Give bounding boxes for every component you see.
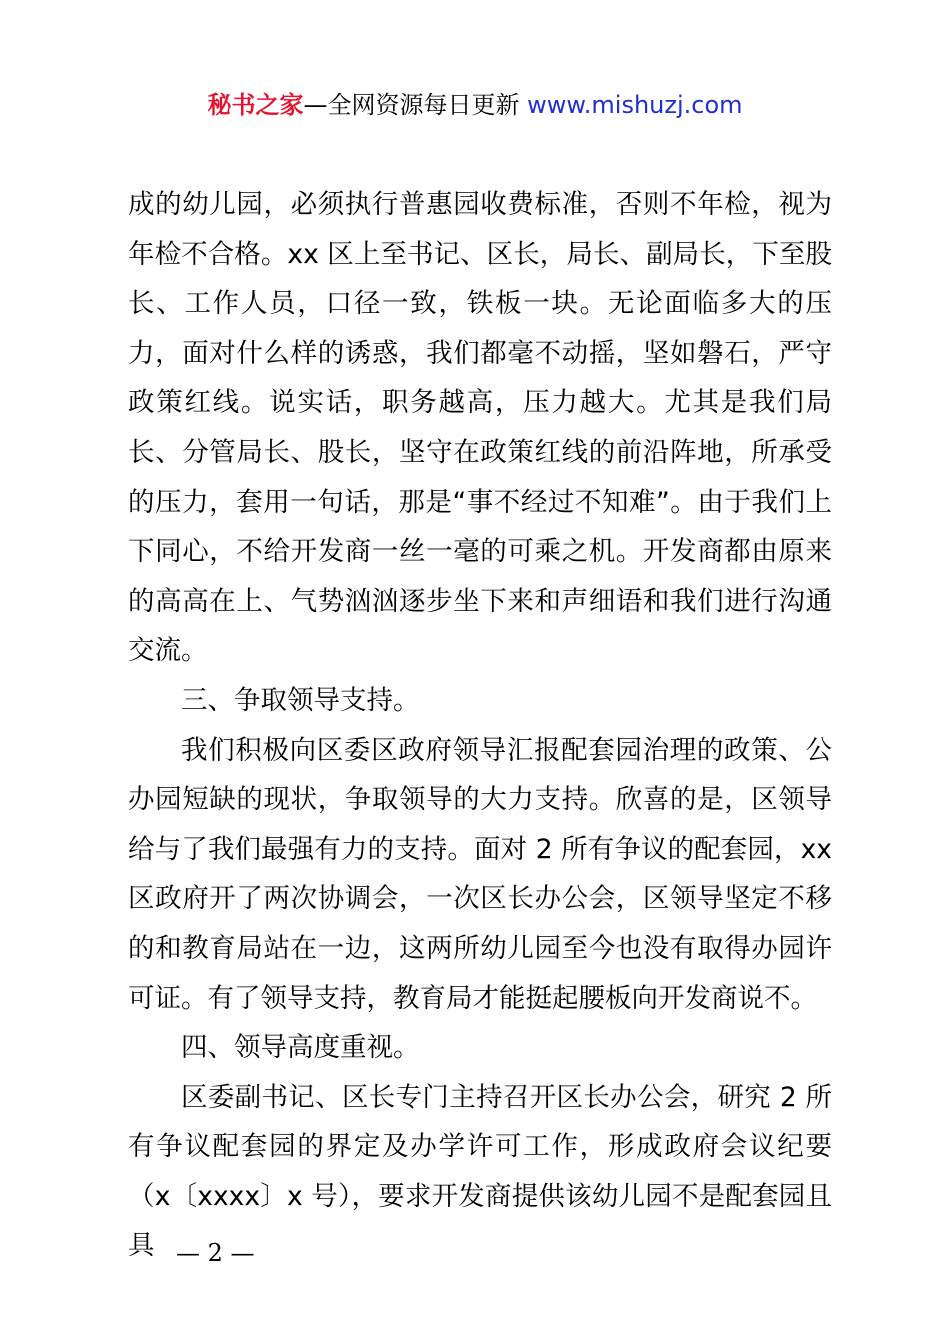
section-heading-3: 三、争取领导支持。 (181, 684, 420, 716)
site-header (0, 88, 950, 122)
site-tagline: —全网资源每日更新 (303, 91, 528, 119)
paragraph-continued: 成的幼儿园，必须执行普惠园收费标准，否则不年检，视为年检不合格。xx 区上至书记、区长，局长、副局长，下至股长、工作人员，口径一致，铁板一块。无论面临多大的压力，面对什么样的诱惑，我们都毫不动摇，坚如磐石，严守政策红线。说实话，职务越高，压力越大。尤其是我们局长、分管局长、股长，坚守在政策红线的前沿阵地，所承受的压力，套用一句话，那是“事不经过不知难”。由于我们上下同心，不给开发商一丝一毫的可乘之机。开发商都由原来的高高在上、气势汹汹逐步坐下来和声细语和我们进行沟通交流。 (128, 189, 832, 667)
paragraph: 区委副书记、区长专门主持召开区长办公会，研究 2 所有争议配套园的界定及办学许可工作，形成政府会议纪要（x〔xxxx〕x 号），要求开发商提供该幼儿园不是配套园且具 (128, 1081, 832, 1262)
section-heading-4: 四、领导高度重视。 (181, 1032, 420, 1064)
site-brand: 秘书之家 (207, 91, 304, 119)
site-url-link[interactable]: www.mishuzj.com (527, 91, 743, 119)
page-number: — 2 — (176, 1239, 255, 1267)
document-body (128, 180, 841, 1271)
paragraph: 我们积极向区委区政府领导汇报配套园治理的政策、公办园短缺的现状，争取领导的大力支持。欣喜的是，区领导给与了我们最强有力的支持。面对 2 所有争议的配套园，xx 区政府开了两次协调会，一次区长办公会，区领导坚定不移的和教育局站在一边，这两所幼儿园至今也没有取得办园许可证。有了领导支持，教育局才能挺起腰板向开发商说不。 (128, 734, 841, 1014)
